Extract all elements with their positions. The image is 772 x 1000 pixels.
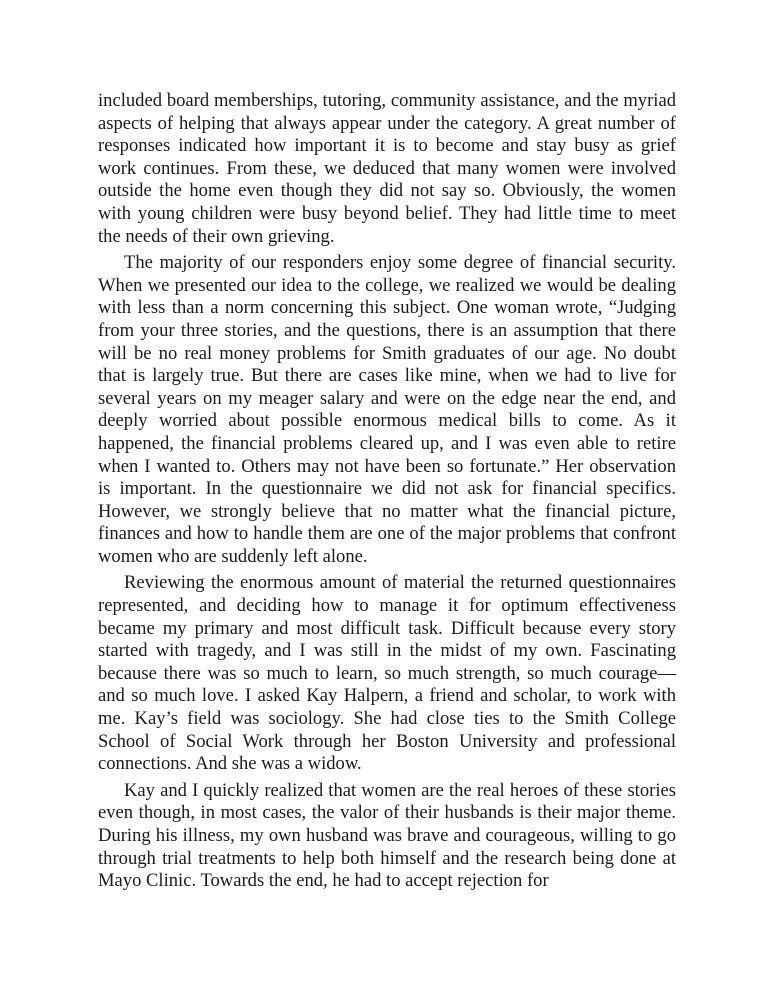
paragraph-financial-security: The majority of our responders enjoy some degree of financial security. When we presented our idea to the college, we realized we would be dealing with less than a norm concerning this subject. One woman wrote, “Judging from your three stories, and the questions, there is an assumption that there will be no real money problems for Smith graduates of our age. No doubt that is largely true. But there are cases like mine, when we had to live for several years on my meager salary and were on the edge near the end, and deeply worried about possible enormous medical bills to come. As it happened, the financial problems cleared up, and I was even able to retire when I wanted to. Others may not have been so fortunate.” Her observation is important. In the questionnaire we did not ask for financial specifics. However, we strongly believe that no matter what the financial picture, finances and how to handle them are one of the major problems that confront women who are suddenly left alone.	[98, 252, 676, 567]
paragraph-reviewing-material: Reviewing the enormous amount of material the returned questionnaires represented, and deciding how to manage it for optimum effectiveness became my primary and most difficult task. Difficult because every story started with tragedy, and I was still in the midst of my own. Fascinating because there was so much to learn, so much strength, so much courage—and so much love. I asked Kay Halpern, a friend and scholar, to work with me. Kay’s field was sociology. She had close ties to the Smith College School of Social Work through her Boston University and professional connections. And she was a widow.	[98, 572, 676, 775]
page-text-body	[98, 90, 676, 897]
paragraph-continuation: included board memberships, tutoring, community assistance, and the myriad aspects of helping that always appear under the category. A great number of responses indicated how important it is to become and stay busy as grief work continues. From these, we deduced that many women were involved outside the home even though they did not say so. Obviously, the women with young children were busy beyond belief. They had little time to meet the needs of their own grieving.	[98, 90, 676, 247]
paragraph-women-heroes: Kay and I quickly realized that women are the real heroes of these stories even though, in most cases, the valor of their husbands is their major theme. During his illness, my own husband was brave and courageous, willing to go through trial treatments to help both himself and the research being done at Mayo Clinic. Towards the end, he had to accept rejection for	[98, 779, 676, 892]
